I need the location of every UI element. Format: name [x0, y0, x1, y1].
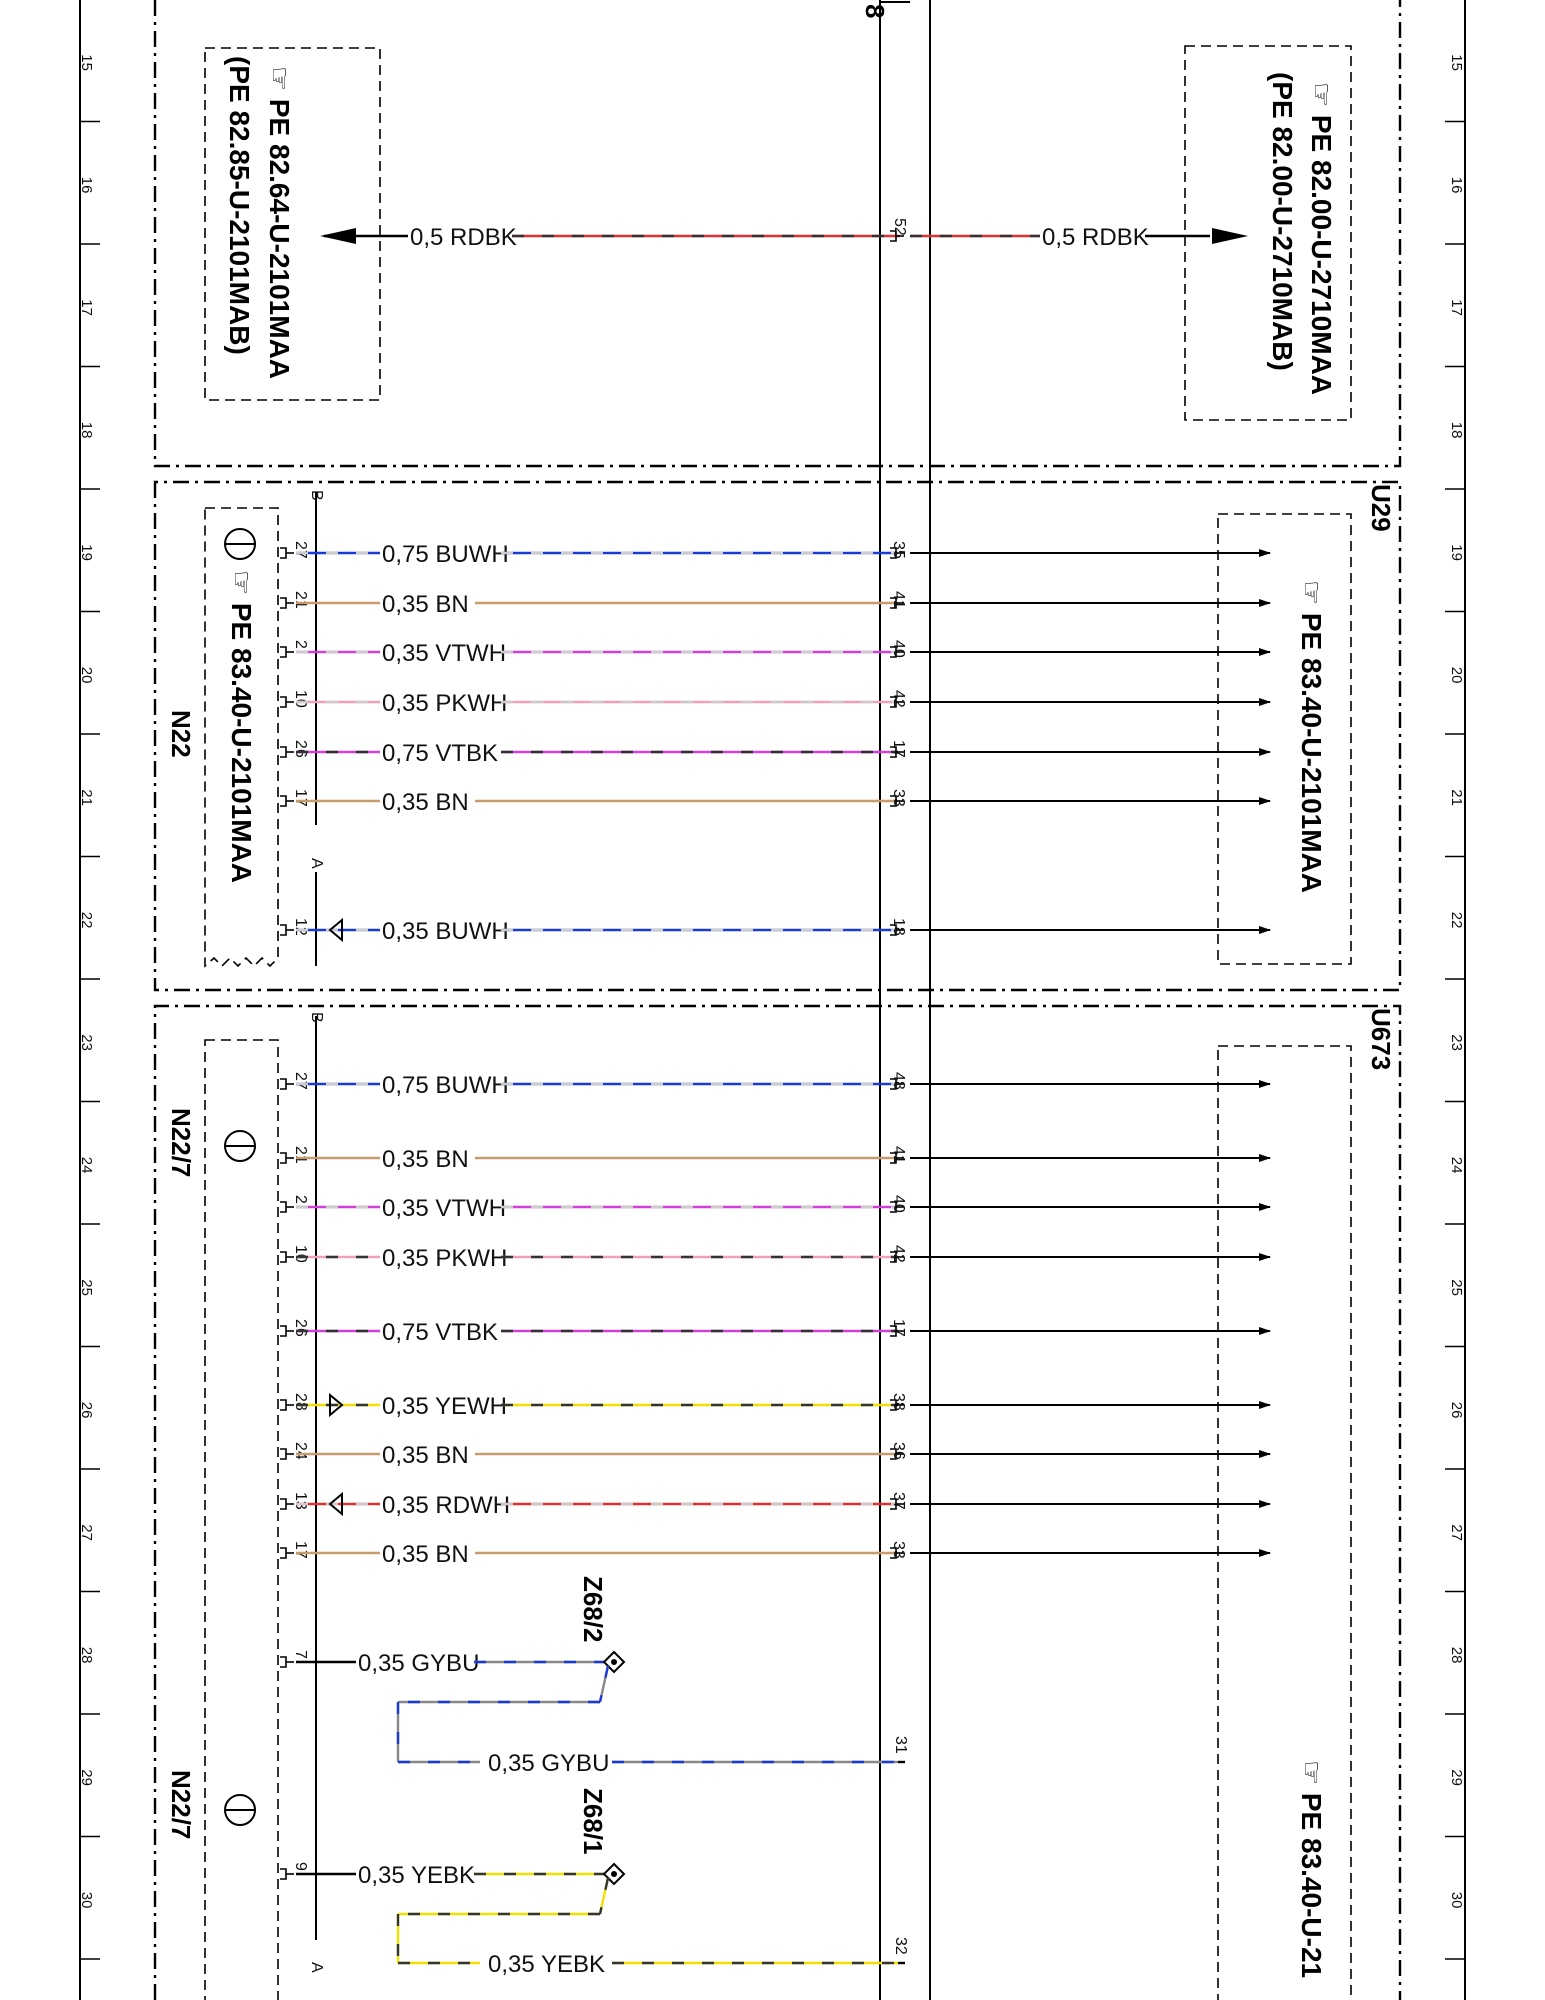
- ruler-right-number: 27: [1448, 1524, 1465, 1541]
- pin-left: [280, 697, 294, 707]
- wire-row: [280, 1492, 1270, 1519]
- section-u29-border: [155, 482, 1400, 990]
- pin-mid-label: 41: [890, 591, 907, 609]
- pin-left: [280, 1449, 294, 1459]
- wire-label: 0,35 BUWH: [382, 918, 509, 945]
- wire-label: 0,35 PKWH: [382, 1245, 508, 1272]
- wire-row: [280, 1541, 1270, 1568]
- ruler-left-number: 25: [78, 1279, 95, 1296]
- pin-left-label: 26: [292, 1319, 309, 1337]
- wire-row: [280, 541, 1270, 568]
- ruler-right-number: 17: [1448, 299, 1465, 316]
- ruler-right-number: 21: [1448, 789, 1465, 806]
- ruler-right-number: 25: [1448, 1279, 1465, 1296]
- pin-left: [280, 1153, 294, 1163]
- ruler-right-number: 30: [1448, 1891, 1465, 1909]
- pin-left: [280, 1326, 294, 1336]
- pin-left-label: 2: [292, 1195, 309, 1204]
- pin-left: [280, 647, 294, 657]
- ruler-left-number: 21: [78, 789, 95, 806]
- pin-mid-label: 41: [890, 1146, 907, 1164]
- pin-mid-label: 32: [892, 1937, 909, 1955]
- ruler-right-number: 18: [1448, 421, 1465, 439]
- wire-row: [280, 591, 1270, 618]
- pin-mid-label: 33: [890, 789, 907, 807]
- section-u29-label: U29: [1366, 484, 1396, 532]
- wire-row: [280, 740, 1270, 767]
- pin-mid-label: 35: [890, 541, 907, 559]
- n22-7-top-label: N22/7: [166, 1108, 196, 1178]
- wire-label: 0,35 YEWH: [382, 1393, 507, 1420]
- u29-right-ref: ☞ PE 83.40-U-2101MAA: [1296, 580, 1327, 894]
- right-ref-line-1: ☞ PE 82.00-U-2710MAA: [1306, 82, 1337, 396]
- diagram-sections: [155, 0, 1400, 2000]
- connector-a-label: A: [308, 1962, 325, 1973]
- wire-row: [280, 640, 1270, 667]
- wire-label: 0,35 GYBU: [358, 1650, 480, 1677]
- wire-label: 0,35 PKWH: [382, 690, 508, 717]
- connector-b-label: B: [308, 1012, 325, 1023]
- pin-left-label: 7: [292, 1650, 309, 1659]
- pin-mid-label: 42: [890, 1245, 907, 1263]
- section-top: [155, 0, 1400, 466]
- pin-left: [280, 1202, 294, 1212]
- n22-ref: ☞ PE 83.40-U-2101MAA: [226, 570, 257, 884]
- splice-label: Z68/1: [578, 1788, 608, 1855]
- n22-label: N22: [166, 710, 196, 758]
- splice-label: Z68/2: [578, 1576, 608, 1643]
- wire-row: [280, 789, 1270, 816]
- pin-mid-label: 31: [892, 1736, 909, 1754]
- ruler-right-number: 15: [1448, 54, 1465, 71]
- left-ref-line-2: (PE 82.85-U-2101MAB): [224, 56, 255, 355]
- pin-left-label: 10: [292, 690, 309, 708]
- splice-wire: [280, 1576, 909, 1777]
- pin-mid-label: 40: [890, 640, 907, 658]
- pin-left-label: 27: [292, 541, 309, 559]
- ruler-left-number: 28: [78, 1646, 95, 1664]
- ruler-right-number: 28: [1448, 1646, 1465, 1664]
- pin-left: [280, 1657, 294, 1667]
- u673-right-ref-box: [1218, 1046, 1351, 2000]
- wire-row: [280, 1195, 1270, 1222]
- wire-label-lower: 0,35 YEBK: [488, 1951, 605, 1978]
- pin-left-label: 2: [292, 640, 309, 649]
- wire-label: 0,35 BN: [382, 1146, 469, 1173]
- pin-left: [280, 548, 294, 558]
- pin-mid-label: 17: [890, 1319, 907, 1337]
- pin-left-label: 10: [292, 1245, 309, 1263]
- wire-label: 0,35 VTWH: [382, 1195, 507, 1222]
- connector-a-label: A: [308, 858, 325, 869]
- pin-left: [280, 1400, 294, 1410]
- ruler-left-number: 19: [78, 544, 95, 561]
- ruler-right-number: 16: [1448, 176, 1465, 194]
- wire-row: [280, 1245, 1270, 1272]
- pin-left: [280, 747, 294, 757]
- wire-top-left-label: 0,5 RDBK: [410, 224, 517, 251]
- u29-right-ref-box: [1218, 514, 1351, 964]
- splice-wire: [280, 1788, 909, 1978]
- ruler-left-number: 23: [78, 1034, 95, 1051]
- right-ref-line-2: (PE 82.00-U-2710MAB): [1267, 72, 1298, 371]
- pin-left-label: 21: [292, 1146, 309, 1164]
- ruler-left: [78, 54, 100, 1959]
- pin-mid-label: 40: [890, 1195, 907, 1213]
- ruler-right-number: 22: [1448, 911, 1465, 929]
- ruler-right-number: 29: [1448, 1769, 1465, 1786]
- pin-left: [280, 1499, 294, 1509]
- pin-left-label: 28: [292, 1393, 309, 1411]
- ruler-left-number: 30: [78, 1891, 95, 1909]
- ruler-left-number: 22: [78, 911, 95, 929]
- ruler-right-number: 19: [1448, 544, 1465, 561]
- pin-left-label: 9: [292, 1862, 309, 1871]
- wire-label: 0,35 YEBK: [358, 1862, 475, 1889]
- pin-mid-label: 36: [890, 1442, 907, 1460]
- wire-label: 0,35 BN: [382, 789, 469, 816]
- n22-7-bottom-label: N22/7: [166, 1770, 196, 1840]
- pin-left: [280, 1252, 294, 1262]
- pin-mid-label: 18: [890, 918, 907, 936]
- section-u673: [155, 1006, 1400, 2000]
- pin-left-label: 17: [292, 1541, 309, 1559]
- pin-mid-label: 33: [890, 1541, 907, 1559]
- pin-left: [280, 1548, 294, 1558]
- pin-left-label: 27: [292, 1072, 309, 1090]
- ruler-left-number: 20: [78, 666, 95, 684]
- ruler-left-number: 16: [78, 176, 95, 194]
- arrow-right-icon: [1212, 228, 1248, 244]
- connector-b-label: B: [308, 490, 325, 501]
- ruler-left-number: 29: [78, 1769, 95, 1786]
- pin-mid-label: 52: [891, 218, 908, 236]
- ruler-right-number: 24: [1448, 1156, 1465, 1174]
- u673-right-ref: ☞ PE 83.40-U-21: [1296, 1760, 1327, 1979]
- pin-left-label: 24: [292, 1442, 309, 1460]
- ruler-right-number: 20: [1448, 666, 1465, 684]
- ruler-left-number: 15: [78, 54, 95, 71]
- section-u673-label: U673: [1366, 1008, 1396, 1071]
- wire-label: 0,35 RDWH: [382, 1492, 511, 1519]
- wire-segment-down: [600, 1878, 608, 1914]
- wire-label: 0,35 VTWH: [382, 640, 507, 667]
- arrow-left-icon: [320, 228, 356, 244]
- left-ref-line-1: ☞ PE 82.64-U-2101MAA: [264, 66, 295, 380]
- wire-top-right-label: 0,5 RDBK: [1042, 224, 1149, 251]
- pin-mid-label: 48: [890, 1072, 907, 1090]
- pin-left-label: 17: [292, 789, 309, 807]
- pin-left-label: 13: [292, 1492, 309, 1510]
- ruler-left-number: 24: [78, 1156, 95, 1174]
- ruler-left-number: 18: [78, 421, 95, 439]
- pin-left: [280, 796, 294, 806]
- wire-row: [280, 918, 1270, 945]
- wire-row: [280, 1319, 1270, 1346]
- pin-mid-label: 38: [890, 1393, 907, 1411]
- ruler-right: [1445, 54, 1465, 1959]
- wire-label-lower: 0,35 GYBU: [488, 1750, 610, 1777]
- splice-dot: [611, 1659, 617, 1665]
- section-u29: [155, 482, 1400, 990]
- pin-left: [280, 1869, 294, 1879]
- n22-7-box: [205, 1040, 278, 2000]
- splice-dot: [611, 1871, 617, 1877]
- pin-left-label: 12: [292, 918, 309, 936]
- ruler-right-number: 26: [1448, 1401, 1465, 1419]
- wire-label: 0,75 VTBK: [382, 740, 499, 767]
- wire-label: 0,75 BUWH: [382, 541, 509, 568]
- pin-mid-label: 42: [890, 690, 907, 708]
- wire-row: [280, 690, 1270, 717]
- ruler-left-number: 26: [78, 1401, 95, 1419]
- wire-label: 0,35 BN: [382, 591, 469, 618]
- pin-left: [280, 598, 294, 608]
- wire-label: 0,75 VTBK: [382, 1319, 499, 1346]
- ruler-right-number: 23: [1448, 1034, 1465, 1051]
- wire-label: 0,35 BN: [382, 1442, 469, 1469]
- ruler-left-number: 27: [78, 1524, 95, 1541]
- pin-left: [280, 1079, 294, 1089]
- wire-label: 0,75 BUWH: [382, 1072, 509, 1099]
- wire-row: [280, 1072, 1270, 1099]
- pin-left-label: 26: [292, 740, 309, 758]
- pin-mid-label: 17: [890, 740, 907, 758]
- wire-row: [280, 1393, 1270, 1420]
- pin-left-label: 21: [292, 591, 309, 609]
- top-marker-label: 8: [860, 4, 890, 19]
- wire-label: 0,35 BN: [382, 1541, 469, 1568]
- wire-row: [280, 1442, 1270, 1469]
- wire-segment-down: [600, 1666, 608, 1702]
- wire-row: [280, 1146, 1270, 1173]
- pin-mid-label: 37: [890, 1492, 907, 1510]
- ruler-left-number: 17: [78, 299, 95, 316]
- pin-left: [280, 925, 294, 935]
